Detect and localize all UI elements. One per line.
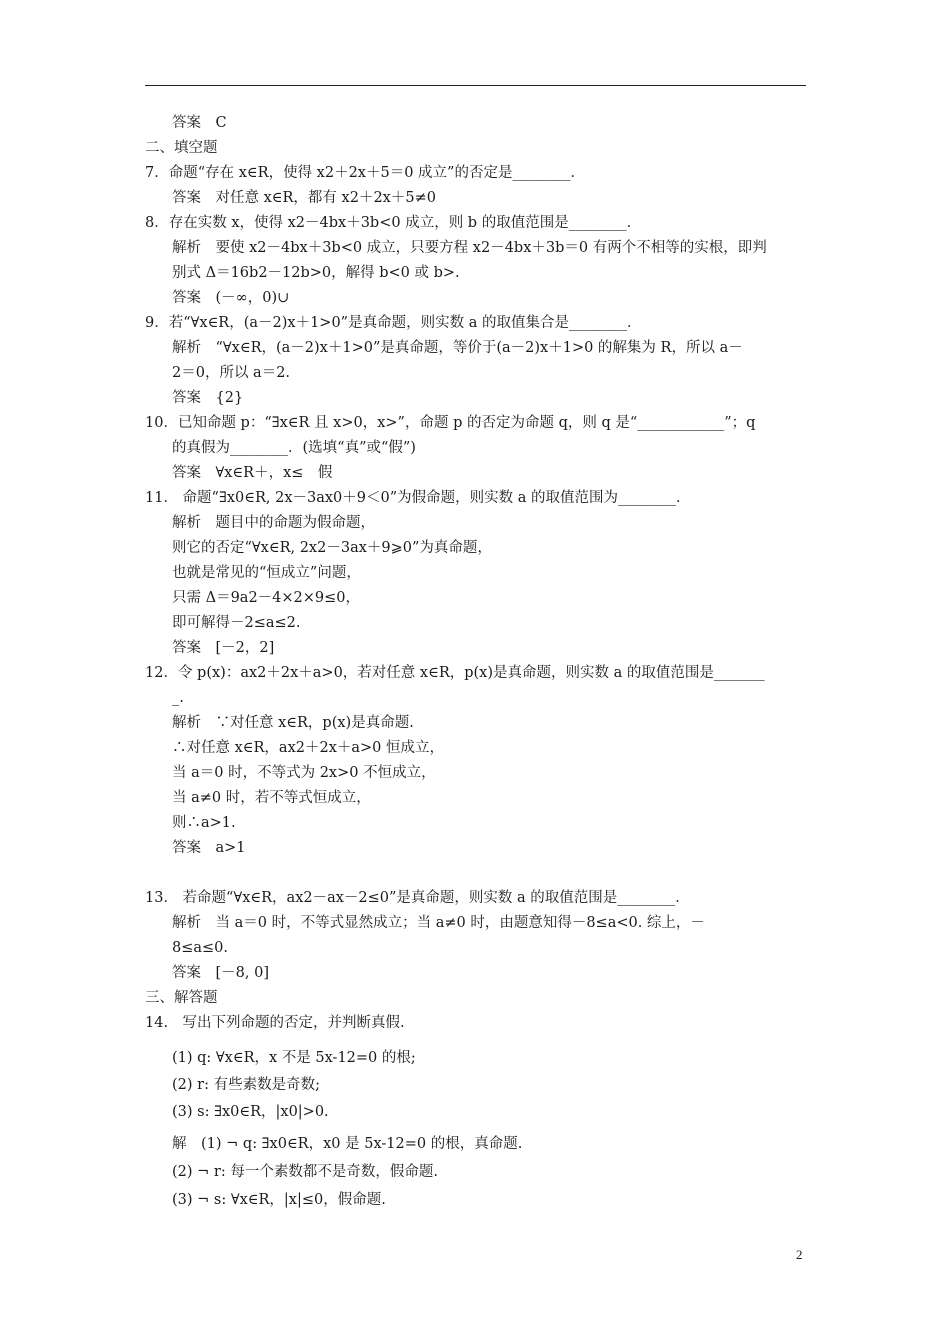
text-line: 解 (1) ¬ q: ∃x0∈R，x0 是 5x-12=0 的根，真命题. — [172, 1136, 523, 1152]
text-line: 即可解得－2≤a≤2. — [172, 615, 301, 631]
text-line: 解析 “∀x∈R，(a－2)x＋1>0”是真命题，等价于(a－2)x＋1>0 的解集为 R，所以 a－ — [172, 340, 743, 356]
text-line: 当 a≠0 时，若不等式恒成立， — [172, 790, 371, 806]
text-line: 别式 Δ＝16b2－12b>0，解得 b<0 或 b>. — [172, 265, 460, 281]
text-line: 解析 当 a＝0 时，不等式显然成立；当 a≠0 时，由题意知得－8≤a<0. 综上，－ — [172, 915, 705, 931]
text-line: 答案 对任意 x∈R，都有 x2＋2x＋5≠0 — [172, 190, 436, 206]
text-line: ∴对任意 x∈R，ax2＋2x＋a>0 恒成立， — [172, 740, 445, 756]
header-rule — [145, 85, 806, 86]
text-line: 解析 题目中的命题为假命题， — [172, 515, 375, 531]
page-number: 2 — [796, 1247, 803, 1262]
text-line: 14. 写出下列命题的否定，并判断真假. — [145, 1015, 405, 1031]
text-line: 答案 a>1 — [172, 840, 246, 856]
text-line: 2＝0，所以 a＝2. — [172, 365, 291, 381]
text-line: (1) q: ∀x∈R，x 不是 5x-12=0 的根; — [172, 1050, 416, 1066]
text-line: _. — [172, 690, 184, 706]
text-line: (2) ¬ r: 每一个素数都不是奇数，假命题. — [172, 1164, 438, 1180]
text-line: 9．若“∀x∈R，(a－2)x＋1>0”是真命题，则实数 a 的取值集合是________． — [145, 315, 642, 331]
text-line: 13． 若命题“∀x∈R，ax2－ax－2≤0”是真命题，则实数 a 的取值范围是________． — [145, 890, 690, 906]
text-line: 答案 (－∞，0)∪ — [172, 290, 290, 306]
text-line: 12．令 p(x)：ax2＋2x＋a>0，若对任意 x∈R，p(x)是真命题，则实数 a 的取值范围是_______ — [145, 665, 765, 681]
text-line: 的真假为________．(选填“真”或“假”) — [172, 440, 416, 456]
text-line: 只需 Δ＝9a2－4×2×9≤0， — [172, 590, 361, 606]
text-line: (3) s: ∃x0∈R，|x0|>0. — [172, 1104, 329, 1120]
text-line: 三、解答题 — [145, 990, 218, 1006]
text-line: 则∴a>1. — [172, 815, 236, 831]
text-line: 答案 C — [172, 115, 227, 131]
text-line: 答案 {2} — [172, 390, 244, 406]
text-line: 二、填空题 — [145, 140, 218, 156]
text-line: (2) r: 有些素数是奇数; — [172, 1077, 320, 1093]
text-line: 7．命题“存在 x∈R，使得 x2＋2x＋5＝0 成立”的否定是________． — [145, 165, 585, 181]
text-line: 10．已知命题 p：“∃x∈R 且 x>0，x>”，命题 p 的否定为命题 q，则 q 是“____________”；q — [145, 415, 756, 431]
text-line: 8≤a≤0. — [172, 940, 229, 956]
text-line: 当 a＝0 时，不等式为 2x>0 不恒成立， — [172, 765, 436, 781]
text-line: 则它的否定“∀x∈R, 2x2－3ax＋9⩾0”为真命题， — [172, 540, 492, 556]
text-line: (3) ¬ s: ∀x∈R，|x|≤0，假命题. — [172, 1192, 386, 1208]
text-line: 答案 ∀x∈R＋，x≤ 假 — [172, 465, 333, 481]
text-line: 答案 [－8, 0] — [172, 965, 269, 981]
text-line: 解析 要使 x2－4bx＋3b<0 成立，只要方程 x2－4bx＋3b＝0 有两个不相等的实根，即判 — [172, 240, 767, 256]
text-line: 11． 命题“∃x0∈R, 2x－3ax0＋9＜0”为假命题，则实数 a 的取值范围为________． — [145, 490, 691, 506]
text-line: 解析 ∵对任意 x∈R，p(x)是真命题. — [172, 715, 414, 731]
text-line: 答案 [－2，2] — [172, 640, 275, 656]
text-line: 也就是常见的“恒成立”问题， — [172, 565, 361, 581]
text-line: 8．存在实数 x，使得 x2－4bx＋3b<0 成立，则 b 的取值范围是________． — [145, 215, 642, 231]
